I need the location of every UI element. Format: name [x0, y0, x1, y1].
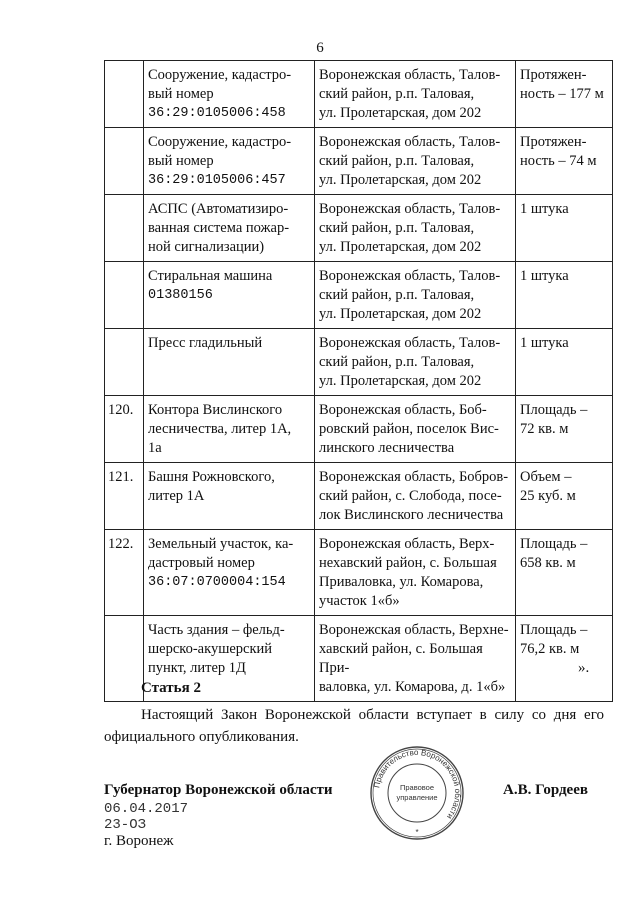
object-name: Сооружение, кадастро- вый номер: [148, 134, 292, 169]
cadastral-number: 01380156: [148, 288, 213, 303]
object-name: Сооружение, кадастро- вый номер: [148, 67, 292, 102]
law-number: 23-ОЗ: [104, 817, 147, 833]
article-text: Настоящий Закон Воронежской области вступает в силу со дня его официального опубликования.: [104, 707, 604, 745]
law-date-number: [104, 801, 188, 833]
object-address: Воронежская область, Верх- нехавский район, с. Большая Приваловка, ул. Комарова, участок 1«б»: [315, 530, 516, 616]
governor-title: Губернатор Воронежской области: [104, 782, 333, 798]
object-address: Воронежская область, Талов- ский район, р.п. Таловая, ул. Пролетарская, дом 202: [315, 128, 516, 195]
table-row: [105, 195, 613, 262]
row-number: [105, 616, 144, 702]
object-name-cell: [144, 128, 315, 195]
property-table: [104, 60, 613, 702]
stamp-inner-line-2: управление: [396, 793, 438, 802]
stamp-star: *: [415, 828, 419, 837]
article-title: Статья 2: [141, 680, 201, 696]
object-quantity: Площадь – 76,2 кв. м: [516, 616, 613, 702]
table-row: [105, 396, 613, 463]
cadastral-number: 36:29:0105006:457: [148, 173, 286, 188]
table-row: [105, 463, 613, 530]
object-address: Воронежская область, Талов- ский район, р.п. Таловая, ул. Пролетарская, дом 202: [315, 262, 516, 329]
object-name-cell: [144, 530, 315, 616]
stamp-outer-text: Правительство Воронежской области: [372, 747, 463, 821]
object-name-cell: [144, 61, 315, 128]
table-row: [105, 262, 613, 329]
page-number: 6: [316, 40, 324, 56]
official-stamp: [369, 745, 465, 841]
cadastral-number: 36:29:0105006:458: [148, 106, 286, 121]
object-quantity: 1 штука: [516, 262, 613, 329]
stamp-inner-line-1: Правовое: [399, 783, 435, 792]
object-quantity: Площадь – 72 кв. м: [516, 396, 613, 463]
object-name-cell: [144, 396, 315, 463]
object-address: Воронежская область, Талов- ский район, р.п. Таловая, ул. Пролетарская, дом 202: [315, 329, 516, 396]
object-name: Башня Рожновского, литер 1А: [148, 469, 275, 504]
object-quantity: Объем – 25 куб. м: [516, 463, 613, 530]
object-name: Стиральная машина: [148, 268, 273, 284]
row-number: 121.: [105, 463, 144, 530]
object-address: Воронежская область, Верхне- хавский район, с. Большая При- валовка, ул. Комарова, д. 1«б»: [315, 616, 516, 702]
object-address: Воронежская область, Бобров- ский район, с. Слобода, посе- лок Вислинского лесничества: [315, 463, 516, 530]
object-quantity: 1 штука: [516, 329, 613, 396]
signatory-name: А.В. Гордеев: [503, 782, 588, 798]
object-name: Пресс гладильный: [148, 335, 263, 351]
object-address: Воронежская область, Талов- ский район, р.п. Таловая, ул. Пролетарская, дом 202: [315, 195, 516, 262]
object-name-cell: [144, 463, 315, 530]
object-quantity: Протяжен- ность – 74 м: [516, 128, 613, 195]
row-number: [105, 61, 144, 128]
city-name: г. Воронеж: [104, 833, 174, 849]
row-number: [105, 329, 144, 396]
table-row: [105, 61, 613, 128]
object-name-cell: [144, 262, 315, 329]
object-address: Воронежская область, Талов- ский район, р.п. Таловая, ул. Пролетарская, дом 202: [315, 61, 516, 128]
closing-quote: ».: [578, 660, 590, 676]
row-number: 122.: [105, 530, 144, 616]
object-name-cell: [144, 195, 315, 262]
object-quantity: 1 штука: [516, 195, 613, 262]
object-name: АСПС (Автоматизиро- ванная система пожар- ной сигнализации): [148, 201, 290, 255]
object-name-cell: [144, 329, 315, 396]
row-number: [105, 262, 144, 329]
object-name: Земельный участок, ка- дастровый номер: [148, 536, 294, 571]
row-number: [105, 128, 144, 195]
cadastral-number: 36:07:0700004:154: [148, 575, 286, 590]
row-number: 120.: [105, 396, 144, 463]
object-name: Контора Вислинского лесничества, литер 1А, 1а: [148, 402, 292, 456]
table-row: [105, 329, 613, 396]
table-row: [105, 530, 613, 616]
row-number: [105, 195, 144, 262]
table-row: [105, 128, 613, 195]
object-quantity: Протяжен- ность – 177 м: [516, 61, 613, 128]
law-date: 06.04.2017: [104, 801, 189, 817]
object-quantity: Площадь – 658 кв. м: [516, 530, 613, 616]
object-name: Часть здания – фельд- шерско-акушерский пункт, литер 1Д: [148, 622, 285, 676]
object-address: Воронежская область, Боб- ровский район, поселок Вис- линского лесничества: [315, 396, 516, 463]
